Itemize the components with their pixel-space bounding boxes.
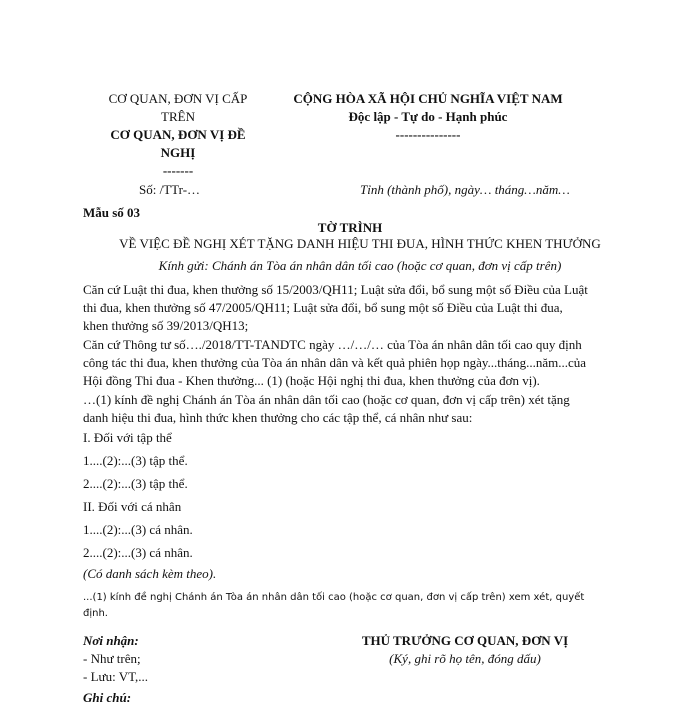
individual-item-2: 2....(2):...(3) cá nhân. [83, 545, 193, 560]
proposing-org-line2: NGHỊ [160, 145, 196, 160]
collective-item-1: 1....(2):...(3) tập thể. [83, 453, 188, 468]
parent-org-line2: TRÊN [161, 109, 195, 124]
attachment-note: (Có danh sách kèm theo). [83, 566, 217, 581]
doc-subject: VỀ VIỆC ĐỀ NGHỊ XÉT TẶNG DANH HIỆU THI ĐUA, HÌNH THỨC KHEN THƯỞNG [119, 236, 601, 251]
proposal-paragraph [83, 391, 643, 427]
header-right [268, 90, 588, 144]
individual-item-1: 1....(2):...(3) cá nhân. [83, 522, 193, 537]
text-line: công tác thi đua, khen thưởng của Tòa án nhân dân và kết quả phiên họp ngày...tháng...năm...của [83, 355, 587, 370]
doc-title: TỜ TRÌNH [317, 220, 383, 235]
text-line: Hội đồng Thi đua - Khen thưởng... (1) (hoặc Hội nghị thi đua, khen thưởng của đơn vị). [83, 373, 540, 388]
text-line: …(1) kính đề nghị Chánh án Tòa án nhân dân tối cao (hoặc cơ quan, đơn vị cấp trên) xét tặng [83, 392, 570, 407]
parent-org-line1: CƠ QUAN, ĐƠN VỊ CẤP [108, 91, 248, 106]
text-line: ...(1) kính đề nghị Chánh án Tòa án nhân dân tối cao (hoặc cơ quan, đơn vị cấp trên) xem xét, quyết [83, 592, 585, 603]
national-motto: Độc lập - Tự do - Hạnh phúc [348, 109, 508, 124]
signature-block [320, 632, 610, 668]
recipient-item: - Lưu: VT,... [83, 669, 149, 684]
left-divider: ------- [162, 163, 194, 178]
legal-basis-1 [83, 281, 643, 335]
text-line: khen thưởng số 39/2013/QH13; [83, 318, 249, 333]
national-title: CỘNG HÒA XÃ HỘI CHỦ NGHĨA VIỆT NAM [293, 91, 563, 106]
recipients [83, 632, 148, 686]
header-left [88, 90, 268, 180]
signer-title: THỦ TRƯỞNG CƠ QUAN, ĐƠN VỊ [361, 633, 569, 648]
signer-note: (Ký, ghi rõ họ tên, đóng dấu) [389, 651, 541, 666]
section-collectives: I. Đối với tập thể [83, 430, 172, 445]
text-line: danh hiệu thi đua, hình thức khen thưởng cho các tập thể, cá nhân như sau: [83, 410, 473, 425]
closing-paragraph [83, 590, 623, 622]
addressee: Kính gửi: Chánh án Tòa án nhân dân tối cao (hoặc cơ quan, đơn vị cấp trên) [158, 258, 562, 273]
right-divider: --------------- [395, 127, 461, 142]
doc-number: Số: /TTr-… [139, 182, 201, 197]
form-code: Mẫu số 03 [83, 205, 141, 220]
recipient-item: - Như trên; [83, 651, 141, 666]
proposing-org-line1: CƠ QUAN, ĐƠN VỊ ĐỀ [110, 127, 246, 142]
collective-item-2: 2....(2):...(3) tập thể. [83, 476, 188, 491]
text-line: Căn cứ Luật thi đua, khen thưởng số 15/2003/QH11; Luật sửa đổi, bổ sung một số Điều của Luật [83, 282, 588, 297]
notes-label: Ghi chú: [83, 690, 132, 705]
legal-basis-2 [83, 336, 643, 390]
recipients-label: Nơi nhận: [83, 633, 139, 648]
place-date: Tỉnh (thành phố), ngày… tháng…năm… [360, 182, 570, 197]
text-line: Căn cứ Thông tư số…./2018/TT-TANDTC ngày …/…/… của Tòa án nhân dân tối cao quy định [83, 337, 582, 352]
text-line: định. [83, 608, 108, 619]
text-line: thi đua, khen thưởng số 47/2005/QH11; Luật sửa đổi, bổ sung một số Điều của Luật thi đua, [83, 300, 563, 315]
section-individuals: II. Đối với cá nhân [83, 499, 182, 514]
